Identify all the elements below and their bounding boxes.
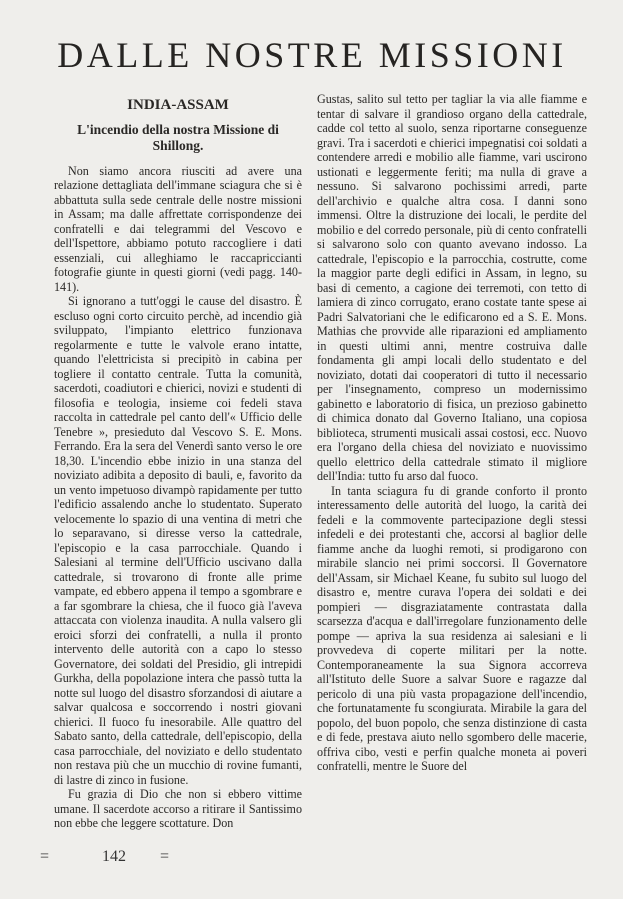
left-column (54, 92, 302, 831)
footer-ornament-right: = (160, 848, 170, 865)
paragraph: Non siamo ancora riusciti ad avere una relazione dettagliata dell'immane sciagura che si è abbattuta sulla sede centrale delle nostre missioni in Assam; ma dalle affrettate corrispondenze dei confratelli e dai telegrammi del Vescovo e dell'Ispettore, abbiamo potuto raccogliere i dati essenziali, cui alleghiamo le raccapriccianti fotografie giunte in questi giorni (vedi pagg. 140-141). (54, 163, 302, 294)
page-number: 142 (102, 848, 126, 865)
right-column (317, 92, 587, 774)
section-heading: INDIA-ASSAM (127, 97, 229, 113)
paragraph: In tanta sciagura fu di grande conforto il pronto interessamento delle autorità del luogo, la carità dei fedeli e la commovente partecipazione degli stessi infedeli e dei protestanti che, accorsi al baglior delle fiamme anche da luoghi remoti, si prodigarono con mirabile slancio nei primi soccorsi. Il Governatore dell'Assam, sir Michael Keane, fu subito sul luogo del disastro e, mentre curava l'opera dei soldati e dei pompieri — disgraziatamente contrastata dalla scarsezza d'acqua e dall'irregolare funzionamento delle pompe — apriva la sua residenza ai salesiani e li provvedeva di coperte militari per la notte. Contemporaneamente la sua Signora accorreva all'Istituto delle Suore a salvar Suore e ragazze dal pericolo di una più vasta propagazione dell'incendio, che fortunatamente fu scongiurata. Mirabile la gara del popolo, del buon popolo, che senza distinzione di casta e di fede, prestava aiuto nello sgombero delle macerie, offriva cibo, vesti e perfin qualche moneta ai poveri confratelli, mentre le Suore del (317, 483, 587, 773)
paragraph: Fu grazia di Dio che non si ebbero vittime umane. Il sacerdote accorso a ritirare il Santissimo non ebbe che leggere scottature. Don (54, 787, 302, 830)
page-title: DALLE NOSTRE MISSIONI (57, 35, 567, 75)
paragraph-continuation: Gustas, salito sul tetto per tagliar la via alle fiamme e tentar di salvare il grandioso organo della cattedrale, cadde col tetto al suolo, senza riportarne conseguenze gravi. Tra i sacerdoti e chierici impegnatisi coi soldati a contendere arredi e mobilio alle fiamme, vari uscirono ustionati e leggermente feriti; ma nulla di grave a nessuno. Si salvarono pochissimi arredi, parte dell'archivio e qualche altra cosa. I danni sono immensi. Oltre la distruzione dei locali, le perdite del mobilio e del corredo personale, più di cento confratelli si salvarono solo con quanto avevano indosso. La cattedrale, l'episcopio e la parrocchia, costrutte, come la maggior parte degli edifici in Assam, in legno, su basi di cemento, a cagione dei terremoti, con tetto di lamiera di zinco corrugato, erano costate tante spese ai Padri Salvatoriani che le edificarono ed a S. E. Mons. Mathias che provvide alle riparazioni ed ampliamento in questi ultimi anni, mentre costruiva dalle fondamenta gli ampi locali dello studentato e del noviziato, dotati dai cooperatori di tutto il necessario per l'insegnamento, compreso un modernissimo gabinetto e laboratorio di fisica, un prezioso gabinetto di chimica donato dal Governo Italiano, una copiosa biblioteca, strumenti musicali assai costosi, ecc. Nuovo era l'organo della chiesa del noviziato e nuovissimo quello elettrico della cattedrale stimato il migliore dell'India: tutto fu arso dal fuoco. (317, 92, 587, 483)
article-title: L'incendio della nostra Missione di Shillong. (77, 121, 279, 153)
footer-ornament-left: = (40, 848, 50, 865)
paragraph: Si ignorano a tutt'oggi le cause del disastro. È escluso ogni corto circuito perchè, ad incendio già sviluppato, l'impianto elettrico funzionava regolarmente e tutte le valvole erano intatte, quando l'elettricista si precipitò in cabina per togliere il contatto centrale. Tutta la comunità, sacerdoti, coadiutori e chierici, novizi e studenti di filosofia e teologia, insieme coi fedeli stava raccolta in cattedrale pel canto dell'« Ufficio delle Tenebre », presieduto dal Vescovo S. E. Mons. Ferrando. Era la sera del Venerdì santo verso le ore 18,30. L'incendio ebbe inizio in una stanza del noviziato adibita a deposito di bauli, e, favorito da un vento impetuoso divampò rapidamente per tutto l'edificio assalendo anche lo studentato. Superato velocemente lo spazio di una ventina di metri che lo separavano, si diresse verso la cattedrale, l'episcopio e la casa parrocchiale. Quando i Salesiani al termine dell'Ufficio uscivano dalla cattedrale, si trovarono di fronte alle prime vampate, ed ebbero appena il tempo a sgombrare e a far sgombrare la chiesa, che il fuoco già l'aveva attaccata con violenza inaudita. A nulla valsero gli eroici sforzi dei confratelli, a nulla il pronto intervento delle autorità con a capo lo stesso Governatore, dei soldati del Presidio, gli intrepidi Gurkha, della popolazione intera che passò tutta la notte sul luogo del disastro sforzandosi di aiutare a salvar qualcosa e soccorrendo i nostri giovani chierici. Il fuoco fu inesorabile. Alle quattro del Sabato santo, della cattedrale, dell'episcopio, della casa parrocchiale, del noviziato e dello studentato non restava più che un mucchio di rovine fumanti, di lastre di zinco in fusione. (54, 294, 302, 787)
